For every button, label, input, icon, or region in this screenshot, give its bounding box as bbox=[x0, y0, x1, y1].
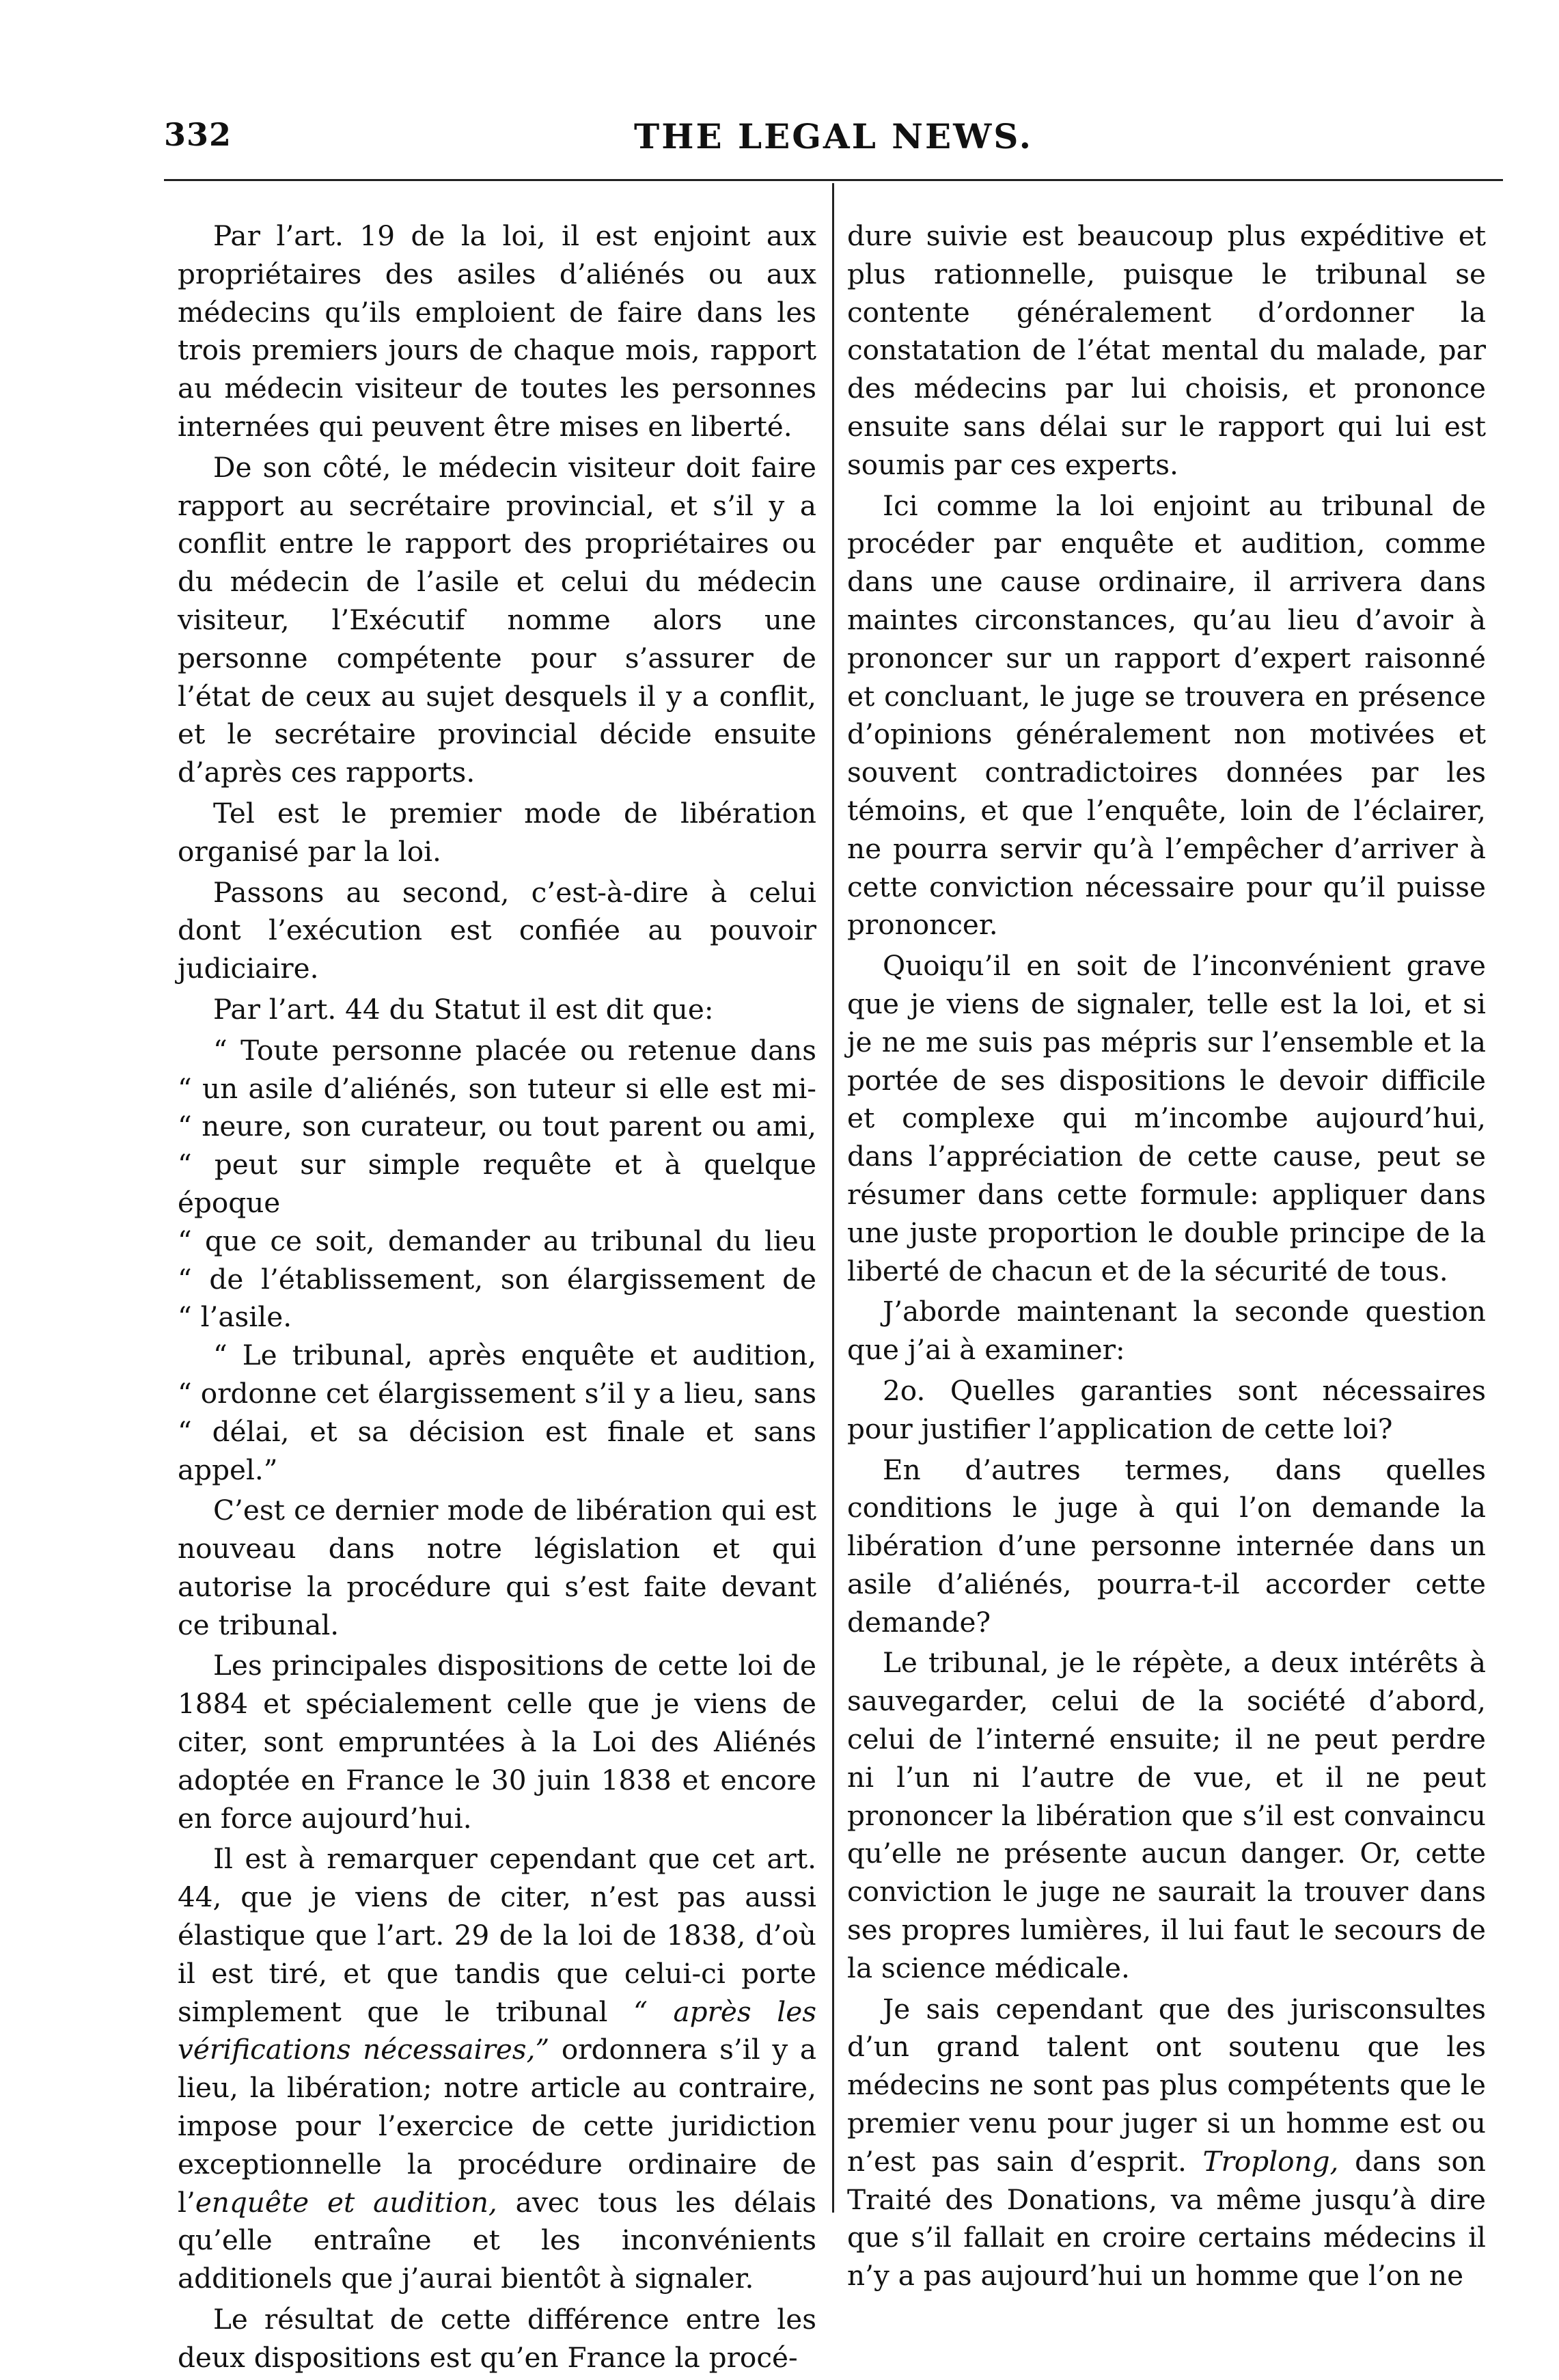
paragraph: Tel est le premier mode de libération organisé par la loi. bbox=[178, 796, 816, 868]
quote-line: “ Toute personne placée ou retenue dans bbox=[213, 1033, 816, 1067]
paragraph: Par l’art. 44 du Statut il est dit que: bbox=[213, 992, 714, 1026]
paragraph: Le résultat de cette différence entre les deux dispositions est qu’en France la procé- bbox=[178, 2303, 816, 2374]
quote-line: “ de l’établissement, son élargissement de bbox=[178, 1262, 816, 1296]
quote-line: “ délai, et sa décision est finale et sans appel.” bbox=[178, 1414, 816, 1486]
quote-line: “ que ce soit, demander au tribunal du lieu bbox=[178, 1224, 816, 1257]
paragraph bbox=[178, 1840, 816, 2298]
quote-line: “ Le tribunal, après enquête et audition, bbox=[213, 1339, 816, 1372]
italic-text: “ après les vérifications nécessaires,” bbox=[178, 1995, 817, 2066]
quote-line: “ ordonne cet élargissement s’il y a lieu, sans bbox=[178, 1376, 816, 1410]
page-header bbox=[164, 102, 1503, 156]
text-run: ordonnera s’il y a lieu, la libération; notre article au contraire, impose pour l’exercice de cette juridiction exceptionnelle la procédure ordinaire de l’ bbox=[178, 2033, 817, 2219]
statute-quote bbox=[178, 1032, 816, 1337]
paragraph: Passons au second, c’est-à-dire à celui dont l’exécution est confiée au pouvoir judiciaire. bbox=[178, 875, 816, 985]
paragraph: Le tribunal, je le répète, a deux intérêts à sauvegarder, celui de la société d’abord, celui de l’interné ensuite; il ne peut perdre ni l’un ni l’autre de vue, et il ne peut prononcer la libération que s’il est convaincu qu’elle ne présente aucun danger. Or, cette conviction le juge ne saurait la trouver dans ses propres lumières, il lui faut le secours de la science médicale. bbox=[847, 1646, 1486, 1984]
column-divider bbox=[832, 183, 834, 2213]
running-title: THE LEGAL NEWS. bbox=[634, 116, 1033, 156]
paragraph bbox=[847, 1991, 1486, 2295]
paragraph: Par l’art. 19 de la loi, il est enjoint aux propriétaires des asiles d’aliénés ou aux médecins qu’ils emploient de faire dans les trois premiers jours de chaque mois, rapport au médecin visiteur de toutes les personnes internées qui peuvent être mises en liberté. bbox=[178, 219, 816, 443]
text-run: Il est à remarquer cependant que cet art. 44, que je viens de citer, n’est pas aussi élastique que l’art. 29 de la loi de 1838, d’où il est tiré, et que tandis que celui-ci porte simplement que le tribunal bbox=[178, 1842, 816, 2028]
header-rule bbox=[164, 179, 1503, 181]
paragraph: J’aborde maintenant la seconde question que j’ai à examiner: bbox=[847, 1295, 1486, 1367]
text-run: Je sais cependant que des jurisconsultes d’un grand talent ont soutenu que les médecins ne sont pas plus compétents que le premier venu pour juger si un homme est ou n’est pas sain d’esprit. bbox=[847, 1992, 1486, 2178]
paragraph: Les principales dispositions de cette loi de 1884 et spécialement celle que je viens de citer, sont empruntées à la Loi des Aliénés adoptée en France le 30 juin 1838 et encore en force aujourd’hui. bbox=[178, 1649, 816, 1835]
left-column bbox=[178, 217, 816, 2380]
paragraph: En d’autres termes, dans quelles conditions le juge à qui l’on demande la libération d’une personne internée dans un asile d’aliénés, pourra-t-il accorder cette demande? bbox=[847, 1453, 1486, 1639]
quote-line: “ neure, son curateur, ou tout parent ou ami, bbox=[178, 1110, 816, 1143]
paragraph: C’est ce dernier mode de libération qui est nouveau dans notre législation et qui autorise la procédure qui s’est faite devant ce tribunal. bbox=[178, 1494, 816, 1641]
text-run: dans son Traité des Donations, va même jusqu’à dire que s’il fallait en croire certains médecins il n’y a pas aujourd’hui un homme que l’on ne bbox=[847, 2144, 1486, 2293]
paragraph: dure suivie est beaucoup plus expéditive et plus rationnelle, puisque le tribunal se contente généralement d’ordonner la constatation de l’état mental du malade, par des médecins par lui choisis, et prononce ensuite sans délai sur le rapport qui lui est soumis par ces experts. bbox=[847, 219, 1486, 481]
right-column bbox=[847, 217, 1486, 2298]
italic-text: Troplong, bbox=[1202, 2144, 1339, 2178]
paragraph: 2o. Quelles garanties sont nécessaires pour justifier l’application de cette loi? bbox=[847, 1373, 1486, 1445]
quote-line: “ peut sur simple requête et à quelque époque bbox=[178, 1148, 816, 1219]
paragraph: Ici comme la loi enjoint au tribunal de procéder par enquête et audition, comme dans une cause ordinaire, il arrivera dans maintes circonstances, qu’au lieu d’avoir à prononcer sur un rapport d’expert raisonné et concluant, le juge se trouvera en présence d’opinions généralement non motivées et souvent contradictoires données par les témoins, et que l’enquête, loin de l’éclairer, ne pourra servir qu’à l’empêcher d’arriver à cette conviction nécessaire pour qu’il puisse prononcer. bbox=[847, 489, 1486, 942]
quote-line: “ un asile d’aliénés, son tuteur si elle est mi- bbox=[178, 1071, 816, 1105]
quote-line: “ l’asile. bbox=[178, 1300, 292, 1334]
text-run: avec tous les délais qu’elle entraîne et les inconvénients additionels que j’aurai bientôt à signaler. bbox=[178, 2185, 816, 2295]
italic-text: enquête et audition, bbox=[195, 2185, 497, 2219]
page-number: 332 bbox=[164, 116, 232, 153]
paragraph: De son côté, le médecin visiteur doit faire rapport au secrétaire provincial, et s’il y a conflit entre le rapport des propriétaires ou du médecin de l’asile et celui du médecin visiteur, l’Exécutif nomme alors une personne compétente pour s’assurer de l’état de ceux au sujet desquels il y a conflit, et le secrétaire provincial décide ensuite d’après ces rapports. bbox=[178, 450, 816, 789]
statute-quote bbox=[178, 1337, 816, 1489]
paragraph: Quoiqu’il en soit de l’inconvénient grave que je viens de signaler, telle est la loi, et si je ne me suis pas mépris sur l’ensemble et la portée de ses dispositions le devoir difficile et complexe qui m’incombe aujourd’hui, dans l’appréciation de cette cause, peut se résumer dans cette formule: appliquer dans une juste proportion le double principe de la liberté de chacun et de la sécurité de tous. bbox=[847, 949, 1486, 1287]
